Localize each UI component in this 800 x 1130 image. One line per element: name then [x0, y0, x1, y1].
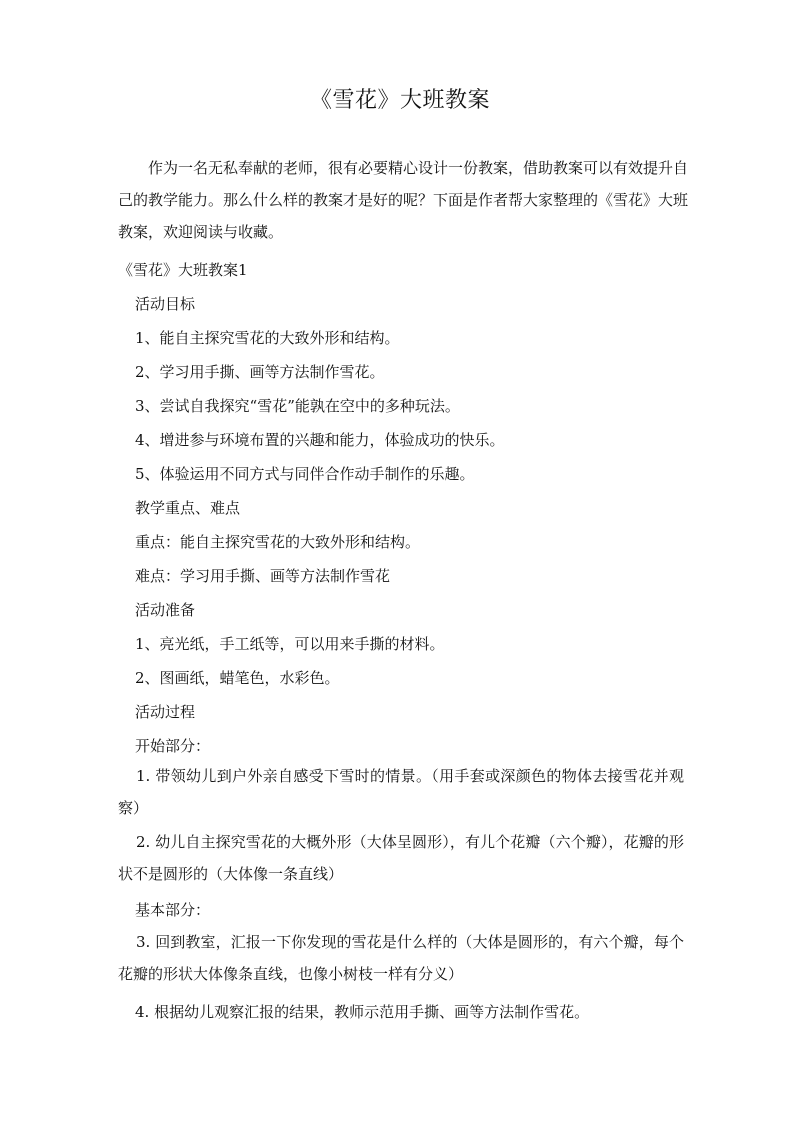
section-heading: 《雪花》大班教案1	[118, 261, 248, 279]
process-step: 2. 幼儿自主探究雪花的大概外形（大体呈圆形），有儿个花瓣（六个瓣），花瓣的形状不是圆形的（大体像一条直线）	[118, 833, 684, 883]
process-step: 3. 回到教室，汇报一下你发现的雪花是什么样的（大体是圆形的，有六个瓣，每个花瓣的形状大体像条直线，也像小树枝一样有分义）	[118, 933, 684, 983]
goal-item: 3、尝试自我探究“雪花”能孰在空中的多种玩法。	[135, 397, 460, 415]
start-heading: 开始部分：	[135, 737, 211, 755]
process-step: 1. 带领幼儿到户外亲自感受下雪时的情景。（用手套或深颜色的物体去接雪花并观察）	[118, 767, 684, 817]
process-step: 4. 根据幼儿观察汇报的结果，教师示范用手撕、画等方法制作雪花。	[135, 1003, 590, 1021]
goals-heading: 活动目标	[135, 295, 196, 313]
prep-heading: 活动准备	[135, 601, 196, 619]
goal-item: 4、增进参与环境布置的兴趣和能力，体验成功的快乐。	[135, 431, 505, 449]
goal-item: 2、学习用手撕、画等方法制作雪花。	[135, 363, 385, 381]
prep-item: 2、图画纸，蜡笔色，水彩色。	[135, 669, 340, 687]
intro-paragraph: 作为一名无私奉献的老师，很有必要精心设计一份教案，借助教案可以有效提升自己的教学能力。那么什么样的教案才是好的呢？下面是作者帮大家整理的《雪花》大班教案，欢迎阅读与收藏。	[118, 159, 689, 241]
basic-heading: 基本部分：	[135, 901, 211, 919]
document-title: 《雪花》大班教案	[309, 88, 490, 113]
difficult-point: 难点：学习用手撕、画等方法制作雪花	[135, 567, 391, 585]
key-heading: 教学重点、难点	[135, 499, 241, 517]
goal-item: 5、体验运用不同方式与同伴合作动手制作的乐趣。	[135, 465, 475, 483]
prep-item: 1、亮光纸，手工纸等，可以用来手撕的材料。	[135, 635, 445, 653]
key-point: 重点：能自主探究雪花的大致外形和结构。	[135, 533, 421, 551]
goal-item: 1、能自主探究雪花的大致外形和结构。	[135, 329, 400, 347]
process-heading: 活动过程	[135, 703, 196, 721]
